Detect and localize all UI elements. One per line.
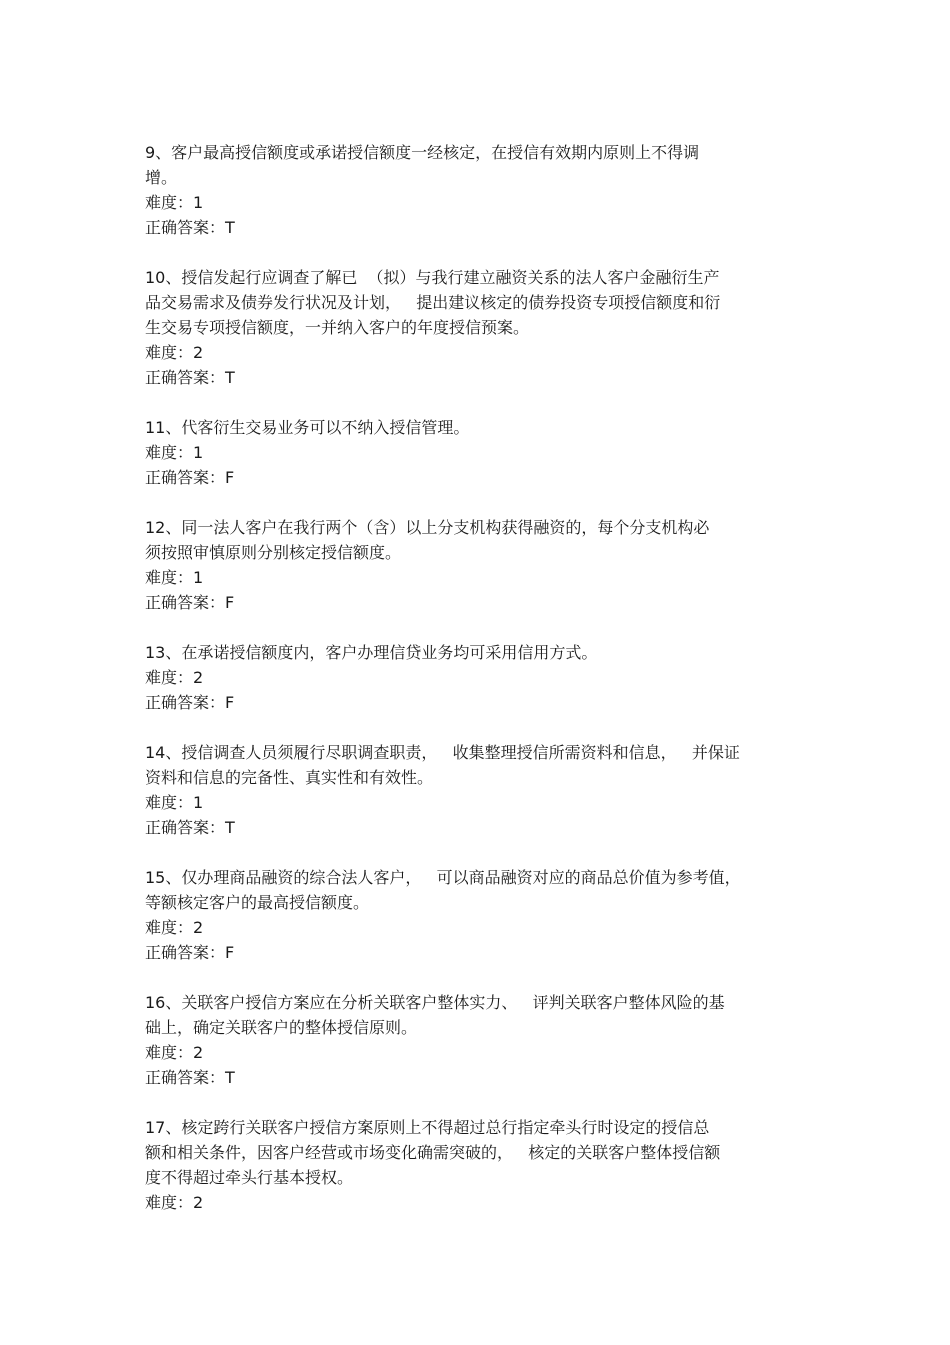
answer-line	[145, 940, 815, 965]
answer-label: 正确答案：	[145, 1068, 226, 1087]
difficulty-label: 难度：	[145, 193, 194, 212]
difficulty-label: 难度：	[145, 1043, 194, 1062]
difficulty-line	[145, 190, 815, 215]
answer-value: T	[225, 368, 235, 387]
difficulty-label: 难度：	[145, 793, 194, 812]
answer-value: T	[225, 218, 235, 237]
question-text-line: 等额核定客户的最高授信额度。	[145, 893, 370, 912]
question-block	[145, 990, 815, 1090]
question-text-line: 15、仅办理商品融资的综合法人客户， 可以商品融资对应的商品总价值为参考值，	[145, 868, 741, 887]
difficulty-value: 1	[193, 443, 204, 462]
question-text-line: 度不得超过牵头行基本授权。	[145, 1168, 354, 1187]
question-text-line: 增。	[145, 168, 178, 187]
answer-value: F	[225, 593, 235, 612]
difficulty-label: 难度：	[145, 443, 194, 462]
answer-value: F	[225, 468, 235, 487]
question-text-line: 12、同一法人客户在我行两个（含）以上分支机构获得融资的，每个分支机构必	[145, 518, 710, 537]
difficulty-label: 难度：	[145, 668, 194, 687]
answer-value: T	[225, 818, 235, 837]
difficulty-label: 难度：	[145, 568, 194, 587]
question-block	[145, 265, 815, 390]
answer-line	[145, 1065, 815, 1090]
answer-label: 正确答案：	[145, 593, 226, 612]
difficulty-value: 2	[193, 918, 204, 937]
difficulty-line	[145, 340, 815, 365]
answer-line	[145, 365, 815, 390]
question-text-line: 品交易需求及债券发行状况及计划， 提出建议核定的债券投资专项授信额度和衍	[145, 293, 721, 312]
difficulty-line	[145, 790, 815, 815]
answer-line	[145, 215, 815, 240]
question-text-line: 10、授信发起行应调查了解已 （拟）与我行建立融资关系的法人客户金融衍生产	[145, 268, 720, 287]
difficulty-line	[145, 915, 815, 940]
question-text-line: 须按照审慎原则分别核定授信额度。	[145, 543, 402, 562]
question-text-line: 础上，确定关联客户的整体授信原则。	[145, 1018, 418, 1037]
difficulty-line	[145, 1040, 815, 1065]
answer-label: 正确答案：	[145, 693, 226, 712]
answer-label: 正确答案：	[145, 818, 226, 837]
difficulty-line	[145, 1190, 815, 1215]
answer-label: 正确答案：	[145, 368, 226, 387]
question-text-line: 17、核定跨行关联客户授信方案原则上不得超过总行指定牵头行时设定的授信总	[145, 1118, 710, 1137]
answer-value: F	[225, 943, 235, 962]
difficulty-value: 1	[193, 793, 204, 812]
answer-line	[145, 590, 815, 615]
difficulty-value: 1	[193, 193, 204, 212]
question-text-line: 14、授信调查人员须履行尽职调查职责， 收集整理授信所需资料和信息， 并保证	[145, 743, 740, 762]
question-text-line: 资料和信息的完备性、真实性和有效性。	[145, 768, 434, 787]
answer-value: F	[225, 693, 235, 712]
question-text-line: 13、在承诺授信额度内，客户办理信贷业务均可采用信用方式。	[145, 643, 598, 662]
document-page	[145, 140, 815, 1240]
answer-label: 正确答案：	[145, 943, 226, 962]
difficulty-value: 2	[193, 343, 204, 362]
question-block	[145, 515, 815, 615]
question-text-line: 9、客户最高授信额度或承诺授信额度一经核定，在授信有效期内原则上不得调	[145, 143, 700, 162]
answer-line	[145, 815, 815, 840]
question-text-line: 生交易专项授信额度，一并纳入客户的年度授信预案。	[145, 318, 530, 337]
difficulty-line	[145, 440, 815, 465]
question-text-line: 11、代客衍生交易业务可以不纳入授信管理。	[145, 418, 470, 437]
difficulty-label: 难度：	[145, 1193, 194, 1212]
question-text-line: 额和相关条件，因客户经营或市场变化确需突破的， 核定的关联客户整体授信额	[145, 1143, 721, 1162]
question-text-line: 16、关联客户授信方案应在分析关联客户整体实力、 评判关联客户整体风险的基	[145, 993, 725, 1012]
question-block	[145, 640, 815, 715]
answer-label: 正确答案：	[145, 468, 226, 487]
answer-value: T	[225, 1068, 235, 1087]
answer-label: 正确答案：	[145, 218, 226, 237]
question-block	[145, 865, 815, 965]
difficulty-line	[145, 565, 815, 590]
difficulty-value: 1	[193, 568, 204, 587]
question-block	[145, 1115, 815, 1215]
difficulty-value: 2	[193, 668, 204, 687]
question-block	[145, 740, 815, 840]
difficulty-line	[145, 665, 815, 690]
answer-line	[145, 690, 815, 715]
difficulty-value: 2	[193, 1043, 204, 1062]
difficulty-value: 2	[193, 1193, 204, 1212]
answer-line	[145, 465, 815, 490]
question-block	[145, 415, 815, 490]
difficulty-label: 难度：	[145, 343, 194, 362]
difficulty-label: 难度：	[145, 918, 194, 937]
question-block	[145, 140, 815, 240]
